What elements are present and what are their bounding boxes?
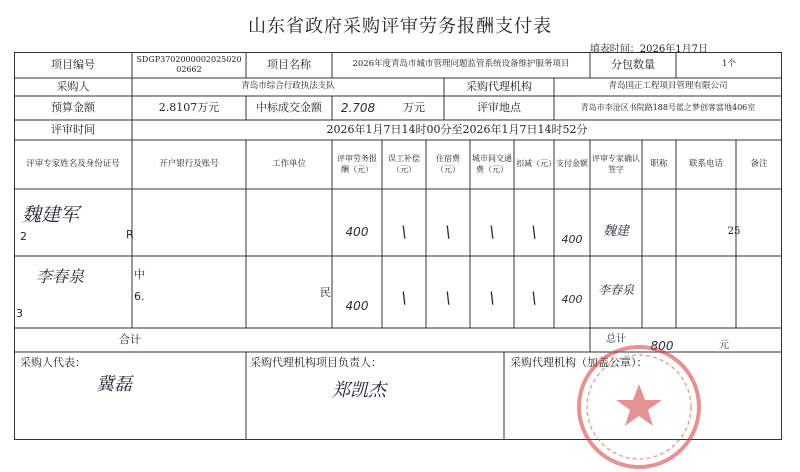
project-name-label: 项目名称 [267,58,311,72]
expert-1-deduction: \ [531,222,537,241]
col-lost-work: 误工补偿（元） [388,154,420,174]
expert-2-workunit-fragment: 民 [320,286,331,299]
agency-label: 采购代理机构 [466,80,532,94]
award-label: 中标成交金额 [256,101,322,115]
payment-form [14,52,782,440]
col-work-unit: 工作单位 [271,158,306,169]
col-expert-signature: 评审专家确认签字 [592,154,640,174]
expert-1-name: 魏建军 [22,204,80,226]
expert-2-id-fragment-2: 3 [16,307,23,320]
expert-2-lost-work: \ [401,288,407,307]
expert-2-bank-fragment: 中 [134,268,145,281]
agency-lead-signature: 郑凯杰 [332,380,386,401]
review-time-label: 评审时间 [51,123,95,137]
budget-value: 2.8107万元 [158,101,220,115]
expert-2-transport: \ [489,288,495,307]
sum-value: 800 [650,338,674,353]
review-time-value: 2026年1月7日14时00分至2026年1月7日14时52分 [326,123,588,137]
expert-2-id-fragment: 6. [134,290,145,303]
total-label: 合计 [119,333,141,347]
sum-unit: 元 [719,339,729,351]
col-transport: 城市间交通费（元） [472,154,512,174]
purchaser-value: 青岛市综合行政执法支队 [241,81,335,92]
col-lodging: 住宿费（元） [436,154,460,174]
purchaser-rep-signature: 冀磊 [96,374,132,395]
expert-1-fee: 400 [345,224,369,239]
col-bank-account: 开户银行及账号 [159,158,219,169]
expert-1-id-fragment: 2 [20,230,27,243]
expert-2-lodging: \ [445,288,451,307]
lot-count-label: 分包数量 [611,58,655,72]
project-no-label: 项目编号 [51,58,95,72]
col-remark: 备注 [750,158,768,169]
expert-1-phone-fragment: 25 [727,225,741,237]
sum-label: 总计 [606,333,626,345]
expert-1-lodging: \ [445,222,451,241]
location-label: 评审地点 [477,101,521,115]
expert-2-fee: 400 [345,298,369,313]
award-unit: 万元 [403,101,425,115]
lot-count-value: 1个 [722,59,736,70]
col-deduction: 扣减（元） [516,159,556,169]
expert-1-transport: \ [489,222,495,241]
agency-lead-label: 采购代理机构项目负责人： [250,356,382,370]
expert-2-deduction: \ [531,288,537,307]
col-review-fee: 评审劳务报酬（元） [337,154,377,174]
budget-label: 预算金额 [51,101,95,115]
col-title: 职称 [650,158,668,169]
expert-2-pay: 400 [561,293,583,307]
expert-1-bank-fragment: R [126,228,134,241]
project-no-value: SDGP370200000202502002662 [136,54,242,74]
expert-1-signature: 魏建 [602,223,629,239]
location-value: 青岛市李沧区书院路188号蓝之梦创客富地406室 [580,102,756,112]
form-title: 山东省政府采购评审劳务报酬支付表 [248,16,552,37]
expert-2-name: 李春泉 [36,267,85,286]
expert-1-pay: 400 [561,233,583,247]
purchaser-label: 采购人 [56,80,90,94]
col-pay-amount: 支付金额 [556,159,588,169]
col-expert-name: 评审专家姓名及身份证号 [26,158,120,169]
agency-seal-label: 采购代理机构（加盖公章）： [510,356,648,370]
agency-value: 青岛国正工程项目管理有限公司 [608,81,728,92]
expert-1-lost-work: \ [401,222,407,241]
purchaser-rep-label: 采购人代表： [20,356,86,370]
fill-date: 填表时间：2026年1月7日 [589,44,708,55]
expert-2-signature: 李春泉 [597,282,634,297]
col-phone: 联系电话 [688,158,723,169]
project-name-value: 2026年度青岛市城市管理问题监管系统设备维护服务项目 [352,59,570,70]
official-seal-icon [574,342,704,472]
award-value: 2.708 [340,100,376,115]
